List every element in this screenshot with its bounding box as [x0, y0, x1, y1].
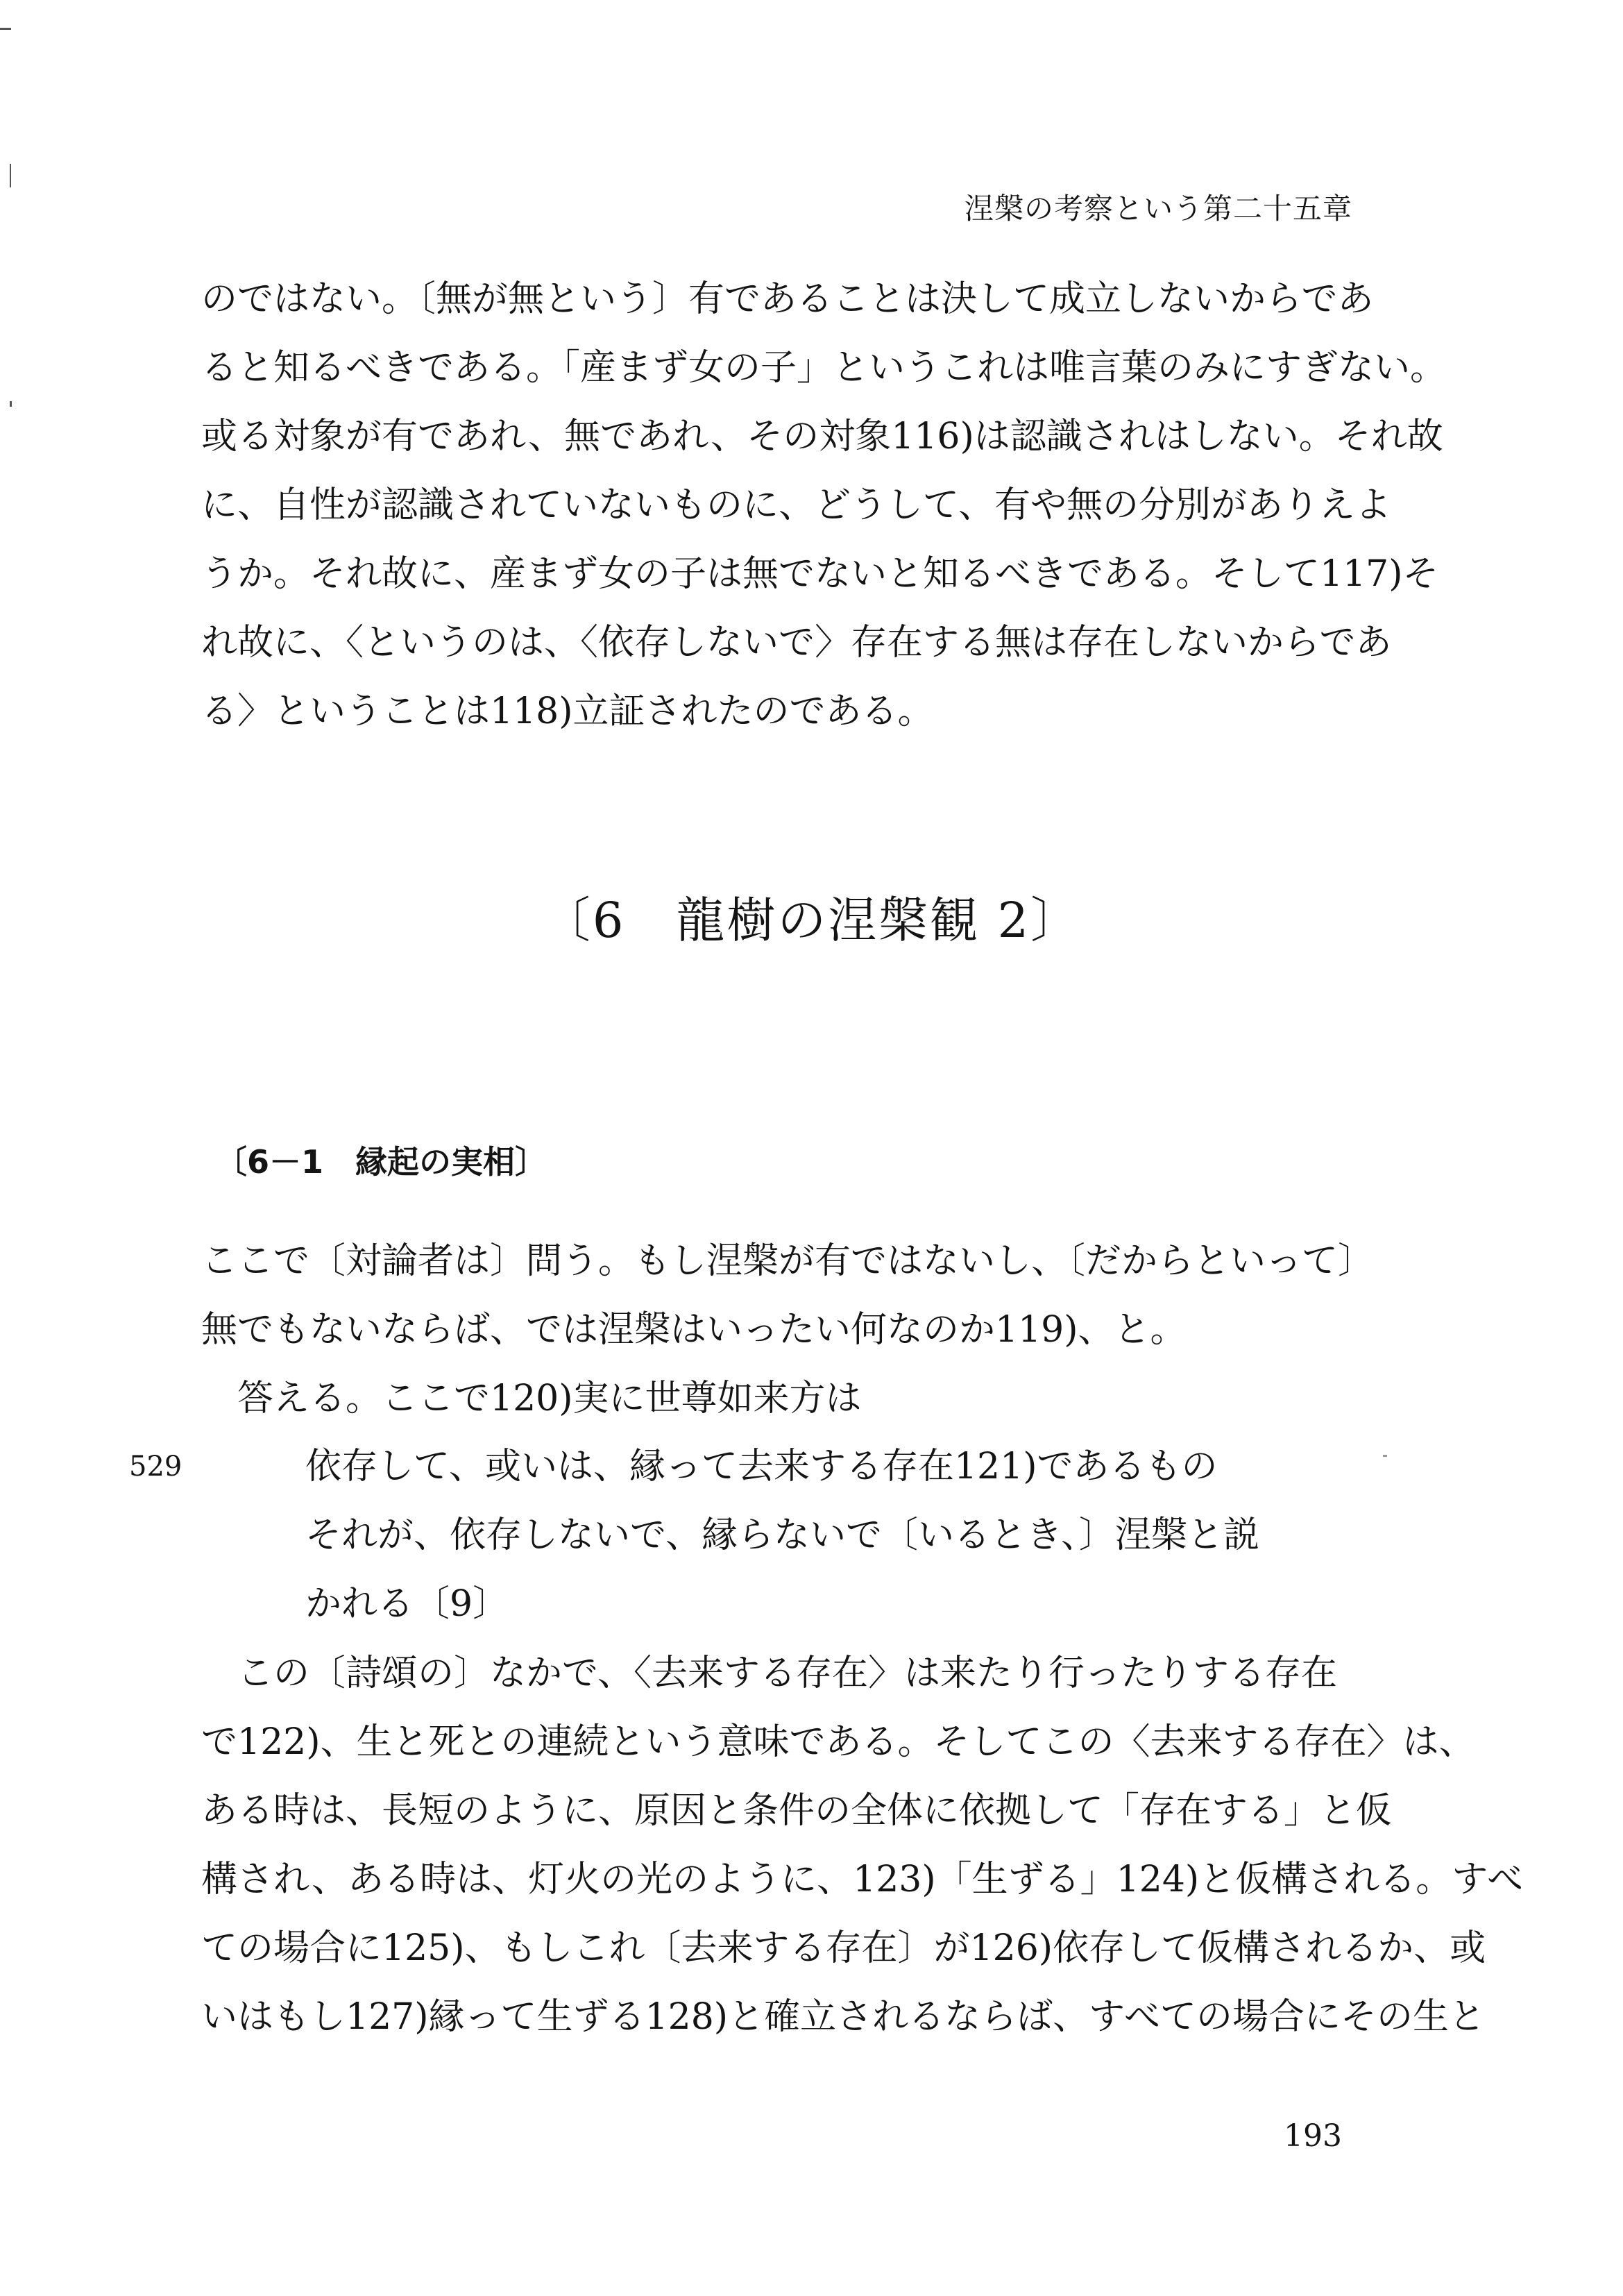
margin-reference-number: 529	[129, 1451, 182, 1483]
page-number: 193	[1284, 2118, 1342, 2154]
paragraph	[201, 265, 1447, 746]
subsection-title: 〔6－1 縁起の実相〕	[215, 1143, 547, 1181]
verse-line: それが、依存しないで、縁らないで〔いるとき、〕涅槃と説	[305, 1514, 1259, 1556]
text-line: る〉ということは118)立証されたのである。	[201, 691, 934, 732]
text-line: ると知るべきである。「産まず女の子」というこれは唯言葉のみにすぎない。	[201, 347, 1447, 389]
running-head: 涅槃の考察という第二十五章	[964, 192, 1352, 226]
text-line: いはもし127)縁って生ずる128)と確立されるならば、すべての場合にその生と	[201, 1996, 1486, 2038]
section-title: 〔6 龍樹の涅槃観 2〕	[541, 892, 1082, 949]
text-line: れ故に、〈というのは、〈依存しないで〉存在する無は存在しないからであ	[201, 622, 1392, 664]
text-line: 答える。ここで120)実に世尊如来方は	[237, 1378, 862, 1419]
text-line: のではない。〔無が無という〕有であることは決して成立しないからであ	[201, 278, 1374, 320]
text-line: この〔詩頌の〕なかで、〈去来する存在〉は来たり行ったりする存在	[237, 1653, 1337, 1694]
text-line: うか。それ故に、産まず女の子は無でないと知るべきである。そして117)そ	[201, 553, 1439, 595]
text-line: で122)、生と死との連続という意味である。そしてこの〈去来する存在〉は、	[201, 1721, 1475, 1763]
paragraph	[201, 1227, 1422, 1365]
text-line: ての場合に125)、もしこれ〔去来する存在〕が126)依存して仮構されるか、或	[201, 1927, 1486, 1969]
text-line: ある時は、長短のように、原因と条件の全体に依拠して「存在する」と仮	[201, 1790, 1393, 1832]
scan-mark	[1383, 1455, 1387, 1457]
text-line: ここで〔対論者は〕問う。もし涅槃が有ではないし、〔だからといって〕	[201, 1240, 1375, 1282]
verse-line: 依存して、或いは、縁って去来する存在121)であるもの	[305, 1446, 1218, 1487]
paragraph	[201, 1365, 1422, 1433]
verse-line: かれる〔9〕	[305, 1583, 509, 1625]
scan-mark	[0, 28, 11, 30]
paragraph	[201, 1639, 1524, 2052]
verse-block	[305, 1433, 1259, 1639]
text-line: 無でもないならば、では涅槃はいったい何なのか119)、と。	[201, 1309, 1187, 1351]
scan-mark	[10, 164, 11, 187]
text-line: に、自性が認識されていないものに、どうして、有や無の分別がありえよ	[201, 484, 1391, 526]
text-line: 構され、ある時は、灯火の光のように、123)「生ずる」124)と仮構される。すべ	[201, 1859, 1524, 1900]
scan-mark	[10, 401, 12, 407]
text-line: 或る対象が有であれ、無であれ、その対象116)は認識されはしない。それ故	[201, 416, 1443, 457]
